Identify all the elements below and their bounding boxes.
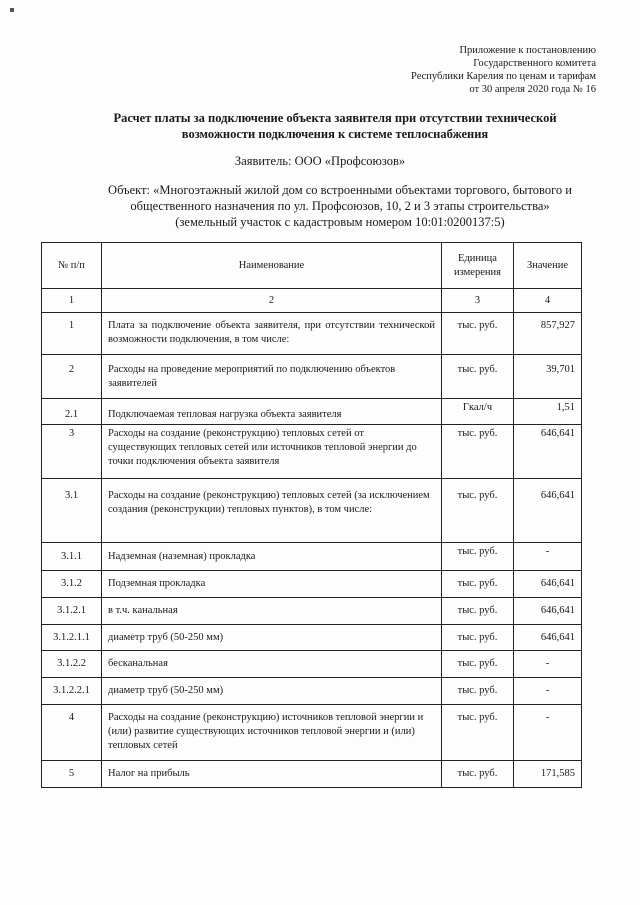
index-cell: 1 bbox=[42, 289, 102, 313]
appendix-line: Республики Карелия по ценам и тарифам bbox=[411, 71, 596, 82]
header-num: № п/п bbox=[42, 243, 102, 289]
row-value: 646,641 bbox=[514, 479, 582, 543]
row-num: 3.1 bbox=[42, 479, 102, 543]
row-value: - bbox=[514, 705, 582, 761]
object-description bbox=[100, 182, 580, 230]
index-cell: 2 bbox=[102, 289, 442, 313]
row-unit: тыс. руб. bbox=[442, 678, 514, 705]
table-row bbox=[42, 543, 582, 571]
row-value: 39,701 bbox=[514, 355, 582, 399]
object-line: общественного назначения по ул. Профсоюзов, 10, 2 и 3 этапы строительства» bbox=[130, 199, 550, 213]
table-header-row bbox=[42, 243, 582, 289]
row-value: - bbox=[514, 651, 582, 678]
row-name: Налог на прибыль bbox=[102, 761, 442, 788]
table-row bbox=[42, 479, 582, 543]
row-name: диаметр труб (50-250 мм) bbox=[102, 625, 442, 651]
table-row bbox=[42, 678, 582, 705]
row-unit: тыс. руб. bbox=[442, 598, 514, 625]
calculation-table bbox=[41, 242, 582, 788]
row-name: Расходы на проведение мероприятий по подключению объектов заявителей bbox=[102, 355, 442, 399]
appendix-line: Государственного комитета bbox=[473, 58, 596, 69]
row-name: Расходы на создание (реконструкцию) источников тепловой энергии и (или) развитие существующих источников тепловой энергии и (или) тепловых сетей bbox=[102, 705, 442, 761]
row-unit: тыс. руб. bbox=[442, 625, 514, 651]
table-index-row bbox=[42, 289, 582, 313]
row-num: 2 bbox=[42, 355, 102, 399]
index-cell: 3 bbox=[442, 289, 514, 313]
row-num: 5 bbox=[42, 761, 102, 788]
appendix-line: Приложение к постановлению bbox=[459, 45, 596, 56]
row-name: Подземная прокладка bbox=[102, 571, 442, 598]
row-num: 3 bbox=[42, 425, 102, 479]
table-row bbox=[42, 761, 582, 788]
row-value: 646,641 bbox=[514, 571, 582, 598]
row-num: 3.1.2.1.1 bbox=[42, 625, 102, 651]
row-name: Расходы на создание (реконструкцию) тепловых сетей от существующих тепловых сетей или источников тепловой энергии до точки подключения объекта заявителя bbox=[102, 425, 442, 479]
applicant-line: Заявитель: ООО «Профсоюзов» bbox=[234, 154, 406, 168]
row-unit: тыс. руб. bbox=[442, 313, 514, 355]
row-value: 646,641 bbox=[514, 425, 582, 479]
row-value: 857,927 bbox=[514, 313, 582, 355]
corner-mark bbox=[10, 8, 14, 12]
table-row bbox=[42, 625, 582, 651]
object-line: Объект: «Многоэтажный жилой дом со встроенными объектами торгового, бытового и bbox=[108, 183, 572, 197]
row-unit: Гкал/ч bbox=[442, 399, 514, 425]
row-value: 646,641 bbox=[514, 625, 582, 651]
table-row bbox=[42, 651, 582, 678]
header-name: Наименование bbox=[102, 243, 442, 289]
row-name: в т.ч. канальная bbox=[102, 598, 442, 625]
row-unit: тыс. руб. bbox=[442, 355, 514, 399]
row-value: - bbox=[514, 678, 582, 705]
row-name: Подключаемая тепловая нагрузка объекта заявителя bbox=[102, 399, 442, 425]
title-line: Расчет платы за подключение объекта заявителя при отсутствии технической bbox=[113, 111, 557, 125]
row-num: 3.1.2.2.1 bbox=[42, 678, 102, 705]
row-num: 3.1.1 bbox=[42, 543, 102, 571]
row-num: 3.1.2 bbox=[42, 571, 102, 598]
row-name: Плата за подключение объекта заявителя, при отсутствии технической возможности подключения, в том числе: bbox=[102, 313, 442, 355]
header-value: Значение bbox=[514, 243, 582, 289]
table-row bbox=[42, 705, 582, 761]
row-num: 2.1 bbox=[42, 399, 102, 425]
row-value: 646,641 bbox=[514, 598, 582, 625]
row-unit: тыс. руб. bbox=[442, 571, 514, 598]
object-line: (земельный участок с кадастровым номером 10:01:0200137:5) bbox=[175, 215, 505, 229]
row-unit: тыс. руб. bbox=[442, 705, 514, 761]
title-line: возможности подключения к системе теплоснабжения bbox=[181, 127, 489, 141]
row-unit: тыс. руб. bbox=[442, 761, 514, 788]
row-num: 3.1.2.2 bbox=[42, 651, 102, 678]
row-value: - bbox=[514, 543, 582, 571]
row-name: Расходы на создание (реконструкцию) тепловых сетей (за исключением создания (реконструкции) тепловых пунктов), в том числе: bbox=[102, 479, 442, 543]
row-num: 3.1.2.1 bbox=[42, 598, 102, 625]
table-row bbox=[42, 355, 582, 399]
index-cell: 4 bbox=[514, 289, 582, 313]
header-unit: Единица измерения bbox=[442, 243, 514, 289]
row-unit: тыс. руб. bbox=[442, 543, 514, 571]
table-row bbox=[42, 598, 582, 625]
row-unit: тыс. руб. bbox=[442, 651, 514, 678]
table-row bbox=[42, 571, 582, 598]
row-value: 171,585 bbox=[514, 761, 582, 788]
row-unit: тыс. руб. bbox=[442, 479, 514, 543]
appendix-line: от 30 апреля 2020 года № 16 bbox=[469, 84, 596, 95]
table-row bbox=[42, 313, 582, 355]
table-row bbox=[42, 425, 582, 479]
row-unit: тыс. руб. bbox=[442, 425, 514, 479]
row-num: 4 bbox=[42, 705, 102, 761]
row-name: бесканальная bbox=[102, 651, 442, 678]
row-name: диаметр труб (50-250 мм) bbox=[102, 678, 442, 705]
row-num: 1 bbox=[42, 313, 102, 355]
document-title bbox=[90, 110, 580, 142]
row-value: 1,51 bbox=[514, 399, 582, 425]
row-name: Надземная (наземная) прокладка bbox=[102, 543, 442, 571]
appendix-note bbox=[336, 44, 596, 96]
table-row bbox=[42, 399, 582, 425]
